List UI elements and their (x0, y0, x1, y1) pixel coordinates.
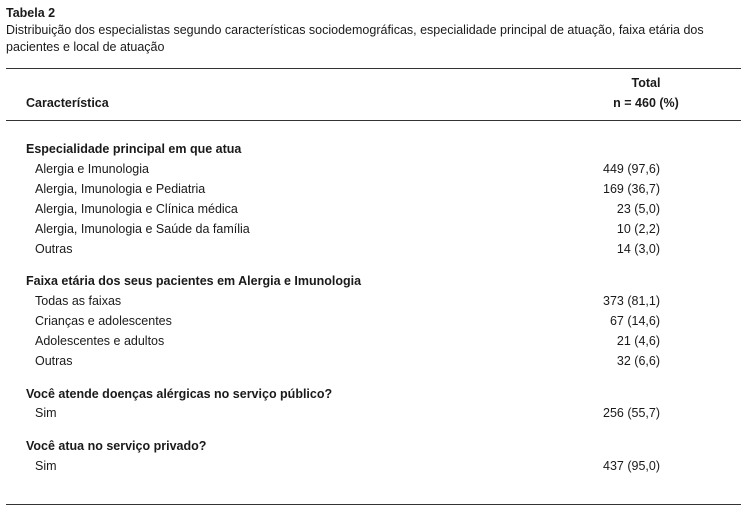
section-title-age-range: Faixa etária dos seus pacientes em Alergia e Imunologia (26, 274, 362, 288)
column-header-total: Total (631, 76, 661, 90)
row-label: Sim (35, 406, 57, 420)
table-caption (6, 5, 744, 56)
row-label: Sim (35, 459, 57, 473)
row-value: 14 (3,0) (616, 242, 660, 256)
table-title: Tabela 2 (6, 6, 56, 20)
table-row (0, 334, 747, 352)
table-row (0, 314, 747, 332)
row-label: Alergia e Imunologia (35, 162, 149, 176)
section-title-specialty: Especialidade principal em que atua (26, 142, 242, 156)
row-value: 256 (55,7) (603, 406, 660, 420)
row-label: Alergia, Imunologia e Clínica médica (35, 202, 238, 216)
row-label: Crianças e adolescentes (35, 314, 172, 328)
table-row (0, 242, 747, 260)
row-value: 437 (95,0) (603, 459, 660, 473)
table-row (0, 222, 747, 240)
table-row (0, 459, 747, 477)
table-header-rule (6, 120, 741, 121)
row-value: 21 (4,6) (616, 334, 660, 348)
row-value: 10 (2,2) (616, 222, 660, 236)
table-description: Distribuição dos especialistas segundo características sociodemográficas, especialidade principal de atuação, faixa etária dos pacientes e local de atuação (6, 23, 704, 54)
table-top-rule (6, 68, 741, 69)
table-bottom-rule (6, 504, 741, 505)
row-label: Todas as faixas (35, 294, 122, 308)
table-row (0, 406, 747, 424)
row-label: Adolescentes e adultos (35, 334, 165, 348)
column-header-characteristic: Característica (26, 96, 109, 110)
row-value: 32 (6,6) (616, 354, 660, 368)
row-value: 169 (36,7) (603, 182, 660, 196)
row-label: Alergia, Imunologia e Saúde da família (35, 222, 250, 236)
section-title-private-service: Você atua no serviço privado? (26, 439, 207, 453)
table-row (0, 162, 747, 180)
column-header-n: n = 460 (%) (613, 96, 679, 110)
table-row (0, 294, 747, 312)
table-row (0, 182, 747, 200)
row-value: 449 (97,6) (603, 162, 660, 176)
row-label: Alergia, Imunologia e Pediatria (35, 182, 206, 196)
section-title-public-service: Você atende doenças alérgicas no serviço público? (26, 387, 333, 401)
table-row (0, 202, 747, 220)
row-label: Outras (35, 242, 73, 256)
row-label: Outras (35, 354, 73, 368)
table-row (0, 354, 747, 372)
row-value: 373 (81,1) (603, 294, 660, 308)
row-value: 67 (14,6) (609, 314, 660, 328)
row-value: 23 (5,0) (616, 202, 660, 216)
